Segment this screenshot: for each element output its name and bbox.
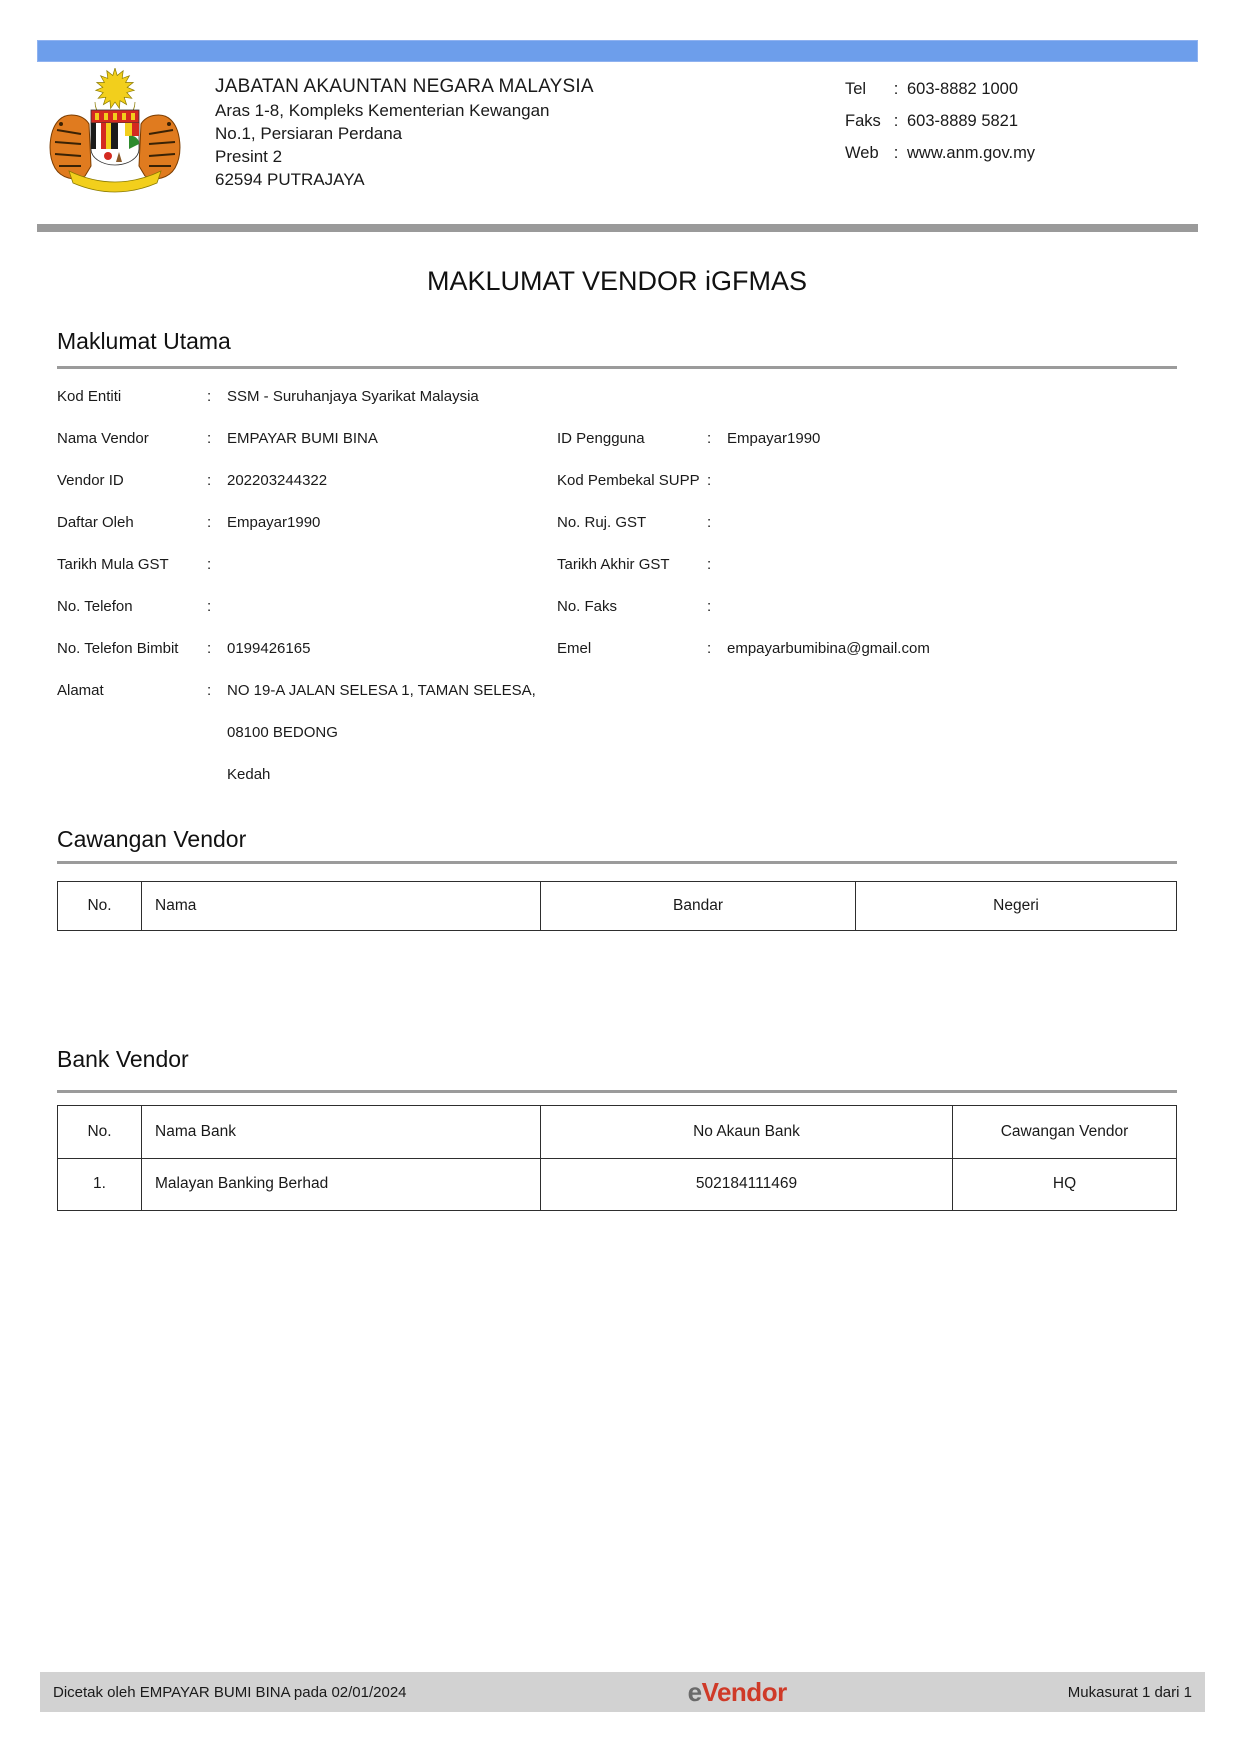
field-colon: :	[207, 514, 212, 531]
field-colon: :	[207, 388, 212, 405]
org-address-line-4: 62594 PUTRAJAYA	[215, 170, 365, 189]
org-name: JABATAN AKAUNTAN NEGARA MALAYSIA	[215, 76, 594, 97]
contact-label-web: Web	[845, 144, 879, 162]
field-value-daftar-oleh: Empayar1990	[227, 514, 321, 531]
field-label-vendor-id: Vendor ID	[57, 472, 124, 489]
field-colon: :	[707, 472, 712, 489]
malaysia-coat-of-arms-svg	[45, 68, 185, 196]
cawangan-col-header-bandar: Bandar	[541, 882, 856, 930]
field-colon: :	[207, 472, 212, 489]
field-value-alamat-line-1: NO 19-A JALAN SELESA 1, TAMAN SELESA,	[227, 682, 536, 699]
contact-row-tel	[845, 80, 1018, 99]
cawangan-col-header-no: No.	[58, 882, 142, 930]
contact-label-faks: Faks	[845, 112, 881, 130]
field-colon: :	[207, 430, 212, 447]
bank-col-header-no-akaun-bank: No Akaun Bank	[541, 1106, 953, 1158]
cawangan-col-header-negeri: Negeri	[993, 897, 1039, 914]
bank-cell-nama-bank: Malayan Banking Berhad	[142, 1159, 541, 1211]
field-label-tarikh-akhir-gst: Tarikh Akhir GST	[557, 556, 670, 573]
field-label-no-telefon-bimbit: No. Telefon Bimbit	[57, 640, 179, 657]
field-colon: :	[707, 556, 712, 573]
field-value-kod-entiti: SSM - Suruhanjaya Syarikat Malaysia	[227, 388, 479, 405]
org-address-line-3: Presint 2	[215, 147, 283, 166]
cawangan-vendor-header-row	[58, 882, 1176, 930]
bank-col-header-nama-bank: Nama Bank	[142, 1106, 541, 1158]
field-value-no-telefon-bimbit: 0199426165	[227, 640, 311, 657]
malaysia-coat-of-arms-icon	[45, 68, 185, 196]
page-title: MAKLUMAT VENDOR iGFMAS	[426, 266, 808, 296]
field-colon: :	[207, 598, 212, 615]
field-colon: :	[207, 682, 212, 699]
evendor-logo-vendor: Vendor	[701, 1677, 787, 1707]
field-label-nama-vendor: Nama Vendor	[57, 430, 149, 447]
section-heading-cawangan-vendor: Cawangan Vendor	[57, 826, 247, 852]
field-label-kod-entiti: Kod Entiti	[57, 388, 122, 405]
field-colon: :	[707, 430, 712, 447]
contact-row-web	[845, 144, 1035, 163]
evendor-logo-e: e	[687, 1677, 702, 1707]
field-label-emel: Emel	[557, 640, 592, 657]
bank-vendor-header-row	[58, 1106, 1176, 1159]
field-value-alamat-line-2: 08100 BEDONG	[227, 724, 338, 741]
section-heading-bank-vendor: Bank Vendor	[57, 1046, 189, 1072]
bank-cell-cawangan-vendor: HQ	[1052, 1175, 1077, 1193]
contact-colon: :	[893, 80, 899, 98]
field-colon: :	[707, 514, 712, 531]
field-label-daftar-oleh: Daftar Oleh	[57, 514, 134, 531]
field-colon: :	[207, 556, 212, 573]
field-colon: :	[707, 598, 712, 615]
field-value-id-pengguna: Empayar1990	[727, 430, 821, 447]
printed-by-text: Dicetak oleh EMPAYAR BUMI BINA pada 02/01/2024	[53, 1683, 407, 1701]
contact-row-faks	[845, 112, 1018, 131]
section-rule-maklumat-utama	[57, 366, 1177, 369]
cawangan-col-header-nama: Nama	[142, 882, 541, 930]
bank-vendor-data-row	[58, 1159, 1176, 1211]
bank-col-header-cawangan-vendor: Cawangan Vendor	[1000, 1122, 1129, 1140]
field-label-no-ruj-gst: No. Ruj. GST	[557, 514, 647, 531]
field-label-no-faks: No. Faks	[557, 598, 618, 615]
bank-cell-no: 1.	[58, 1159, 142, 1211]
contact-value-tel: 603-8882 1000	[907, 80, 1019, 98]
footer-bar	[40, 1672, 1205, 1712]
field-label-kod-pembekal-supp: Kod Pembekal SUPP	[557, 472, 700, 489]
cawangan-vendor-table	[57, 881, 1177, 931]
field-label-tarikh-mula-gst: Tarikh Mula GST	[57, 556, 169, 573]
field-value-vendor-id: 202203244322	[227, 472, 328, 489]
field-label-alamat: Alamat	[57, 682, 104, 699]
field-label-id-pengguna: ID Pengguna	[557, 430, 645, 447]
field-value-nama-vendor: EMPAYAR BUMI BINA	[227, 430, 378, 447]
contact-label-tel: Tel	[845, 80, 867, 98]
page-number-text: Mukasurat 1 dari 1	[1067, 1683, 1192, 1701]
evendor-logo	[688, 1679, 787, 1705]
header-divider-bar	[37, 224, 1198, 232]
field-label-no-telefon: No. Telefon	[57, 598, 133, 615]
bank-col-header-no: No.	[58, 1106, 142, 1158]
section-heading-maklumat-utama: Maklumat Utama	[57, 328, 231, 354]
org-address-line-2: No.1, Persiaran Perdana	[215, 124, 403, 143]
section-rule-bank-vendor	[57, 1090, 1177, 1093]
field-colon: :	[207, 640, 212, 657]
contact-colon: :	[893, 112, 899, 130]
contact-colon: :	[893, 144, 899, 162]
bank-vendor-table	[57, 1105, 1177, 1211]
section-rule-cawangan-vendor	[57, 861, 1177, 864]
contact-value-web: www.anm.gov.my	[907, 144, 1036, 162]
field-value-emel: empayarbumibina@gmail.com	[727, 640, 930, 657]
field-value-alamat-line-3: Kedah	[227, 766, 271, 783]
contact-value-faks: 603-8889 5821	[907, 112, 1019, 130]
org-address-line-1: Aras 1-8, Kompleks Kementerian Kewangan	[215, 101, 550, 120]
bank-cell-no-akaun-bank: 502184111469	[541, 1159, 953, 1211]
field-colon: :	[707, 640, 712, 657]
top-accent-bar	[37, 40, 1198, 62]
